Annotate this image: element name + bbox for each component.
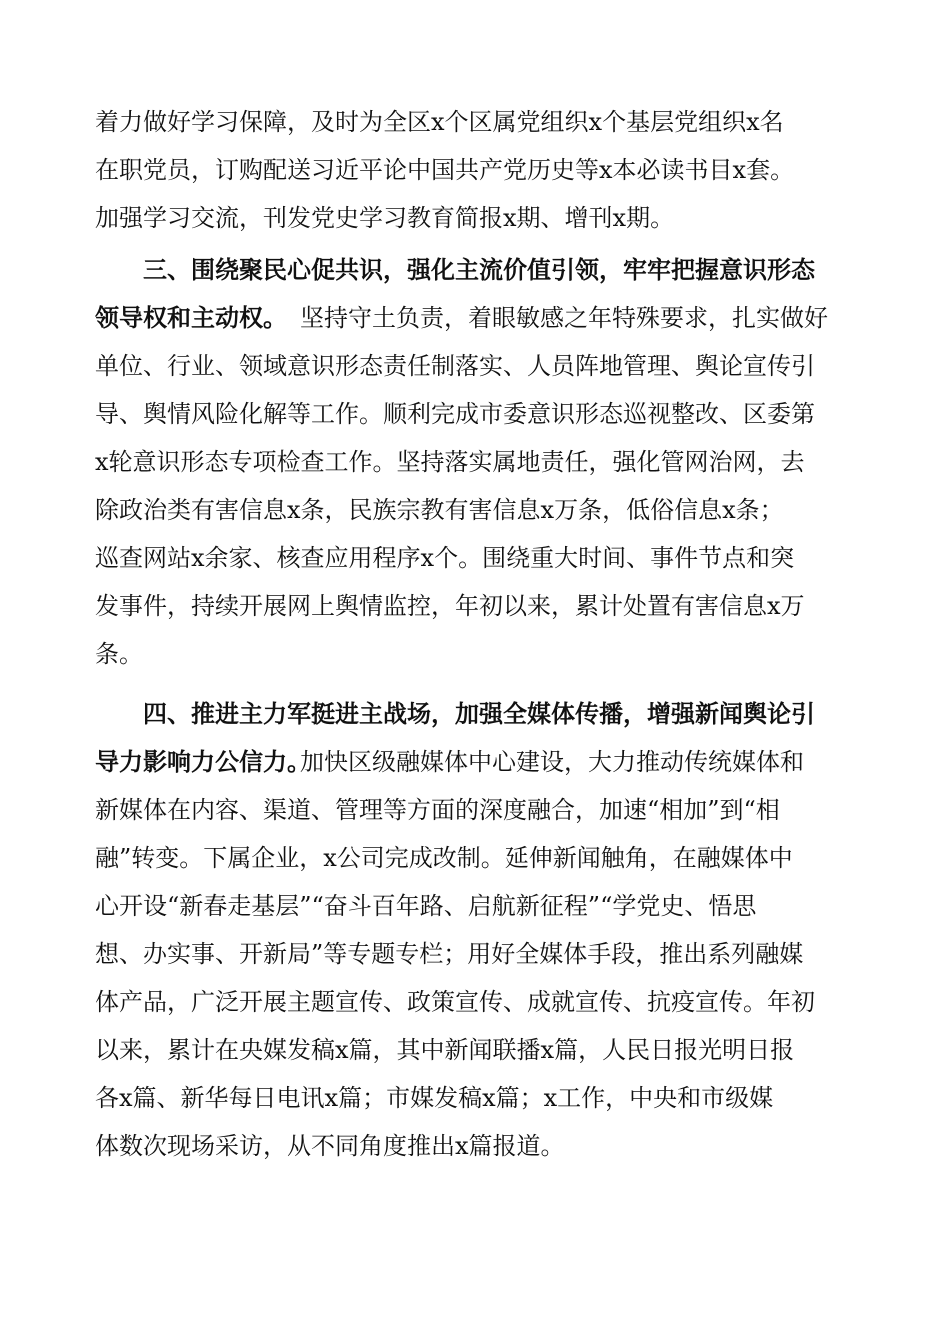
text-line — [0, 198, 950, 238]
text-line — [0, 586, 950, 626]
section-heading-3: 三、围绕聚民心促共识，强化主流价值引领，牢牢把握意识形态 — [143, 256, 815, 284]
section-heading-line — [0, 694, 950, 734]
line-text: 除政治类有害信息x条，民族宗教有害信息x万条，低俗信息x条； — [95, 496, 784, 524]
line-text: 体数次现场采访，从不同角度推出x篇报道。 — [95, 1132, 565, 1160]
text-line — [0, 982, 950, 1022]
line-text: 加快区级融媒体中心建设，大力推动传统媒体和 — [300, 748, 804, 776]
line-text: 体产品，广泛开展主题宣传、政策宣传、成就宣传、抗疫宣传。年初 — [95, 988, 815, 1016]
line-text: 条。 — [95, 640, 143, 668]
text-line — [0, 742, 950, 782]
line-text: 心开设“新春走基层”“奋斗百年路、启航新征程”“学党史、悟思 — [95, 892, 757, 920]
text-line — [0, 150, 950, 190]
text-line — [0, 886, 950, 926]
text-line — [0, 1126, 950, 1166]
text-line — [0, 1078, 950, 1118]
section-heading-4-end: 导力影响力公信力。 — [95, 748, 311, 776]
text-line — [0, 1030, 950, 1070]
line-text: 导、舆情风险化解等工作。顺利完成市委意识形态巡视整改、区委第 — [95, 400, 815, 428]
text-line — [0, 346, 950, 386]
text-line — [0, 442, 950, 482]
line-text: 新媒体在内容、渠道、管理等方面的深度融合，加速“相加”到“相 — [95, 796, 780, 824]
text-line — [0, 538, 950, 578]
line-text: 着力做好学习保障，及时为全区x个区属党组织x个基层党组织x名 — [95, 108, 784, 136]
line-text: 各x篇、新华每日电讯x篇；市媒发稿x篇；x工作，中央和市级媒 — [95, 1084, 774, 1112]
line-text: 加强学习交流，刊发党史学习教育简报x期、增刊x期。 — [95, 204, 675, 232]
line-text: 想、办实事、开新局”等专题专栏；用好全媒体手段，推出系列融媒 — [95, 940, 804, 968]
section-heading-line — [0, 250, 950, 290]
line-text: 单位、行业、领域意识形态责任制落实、人员阵地管理、舆论宣传引 — [95, 352, 815, 380]
line-text: 融”转变。下属企业，x公司完成改制。延伸新闻触角，在融媒体中 — [95, 844, 793, 872]
text-line — [0, 490, 950, 530]
line-text: 巡查网站x余家、核查应用程序x个。围绕重大时间、事件节点和突 — [95, 544, 795, 572]
text-line — [0, 298, 950, 338]
section-heading-4: 四、推进主力军挺进主战场，加强全媒体传播，增强新闻舆论引 — [143, 700, 815, 728]
text-line — [0, 790, 950, 830]
line-text: 以来，累计在央媒发稿x篇，其中新闻联播x篇，人民日报光明日报 — [95, 1036, 795, 1064]
line-text: 坚持守土负责，着眼敏感之年特殊要求，扎实做好 — [300, 304, 828, 332]
text-line — [0, 394, 950, 434]
text-line — [0, 634, 950, 674]
line-text: x轮意识形态专项检查工作。坚持落实属地责任，强化管网治网，去 — [95, 448, 805, 476]
text-line — [0, 934, 950, 974]
text-line — [0, 102, 950, 142]
section-heading-3-end: 领导权和主动权。 — [95, 304, 287, 332]
text-line — [0, 838, 950, 878]
line-text: 发事件，持续开展网上舆情监控，年初以来，累计处置有害信息x万 — [95, 592, 805, 620]
line-text: 在职党员，订购配送习近平论中国共产党历史等x本必读书目x套。 — [95, 156, 795, 184]
